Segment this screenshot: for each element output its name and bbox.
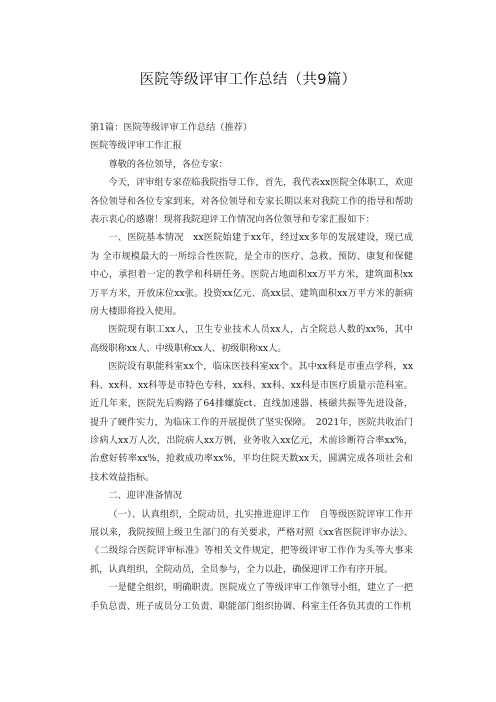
paragraph-3: 今天，评审组专家莅临我院指导工作，首先，我代表xx医院全体职工，欢迎各位领导和各位专家到来，对各位领导和专家长期以来对我院工作的指导和帮助表示衷心的感谢！现将我院迎评工作情况向各位领导和专家汇报如下：: [90, 177, 413, 226]
document-body: [90, 119, 413, 616]
paragraph-2: 尊敬的各位领导，各位专家：: [108, 158, 228, 170]
paragraph-9: 一是健全组织，明确职责。医院成立了等级评审工作领导小组，建立了一把手负总责、班子成员分工负责、职能部门组织协调、科室主任各负其责的工作机: [90, 582, 413, 612]
paragraph-1: 医院等级评审工作汇报: [90, 140, 182, 152]
paragraph-7: 二、迎评准备情况: [108, 490, 182, 502]
paragraph-5: 医院现有职工xx人，卫生专业技术人员xx人，占全院总人数的xx%，其中高级职称xx人、中级职称xx人、初级职称xx人。: [90, 324, 413, 354]
document-title: 医院等级评审工作总结（共9篇）: [139, 72, 357, 88]
paragraph-0: 第1篇：医院等级评审工作总结（推荐）: [90, 122, 253, 133]
paragraph-8: （一）、认真组织，全院动员，扎实推进迎评工作 自等级医院评审工作开展以来，我院按照上级卫生部门的有关要求，严格对照《xx省医院评审办法》、《二级综合医院评审标准》等相关文件规定，把等级评审工作作为头等大事来抓，认真组织，全院动员，全员参与，全力以赴，确保迎评工作有序开展。: [90, 508, 413, 575]
paragraph-4: 一、医院基本情况 xx医院始建于xx年，经过xx多年的发展建设，现已成为 全市规模最大的一所综合性医院，是全市的医疗、急救、预防、康复和保健中心，承担着一定的教学和科研任务。医院占地面积xx万平方米，建筑面积xx万平方米，开放床位xx张。投资xx亿元、高xx层、建筑面积xx万平方米的新病房大楼即将投入使用。: [90, 232, 413, 318]
paragraph-6: 医院设有职能科室xx个，临床医技科室xx个。其中xx科是市重点学科，xx科、xx科、xx科等是市特色专科，xx科、xx科、xx科是市医疗质量示范科室。近几年来，医院先后购路了64排螺旋ct、直线加速器、核磁共振等先进设备，提升了硬件实力，为临床工作的开展提供了坚实保障。 2021年，医院共收治门诊病人xx万人次，出院病人xx万例，业务收入xx亿元，术前诊断符合率xx%，治愈好转率xx%，抢救成功率xx%，平均住院天数xx天，圆满完成各项社会和技术效益指标。: [90, 361, 413, 483]
